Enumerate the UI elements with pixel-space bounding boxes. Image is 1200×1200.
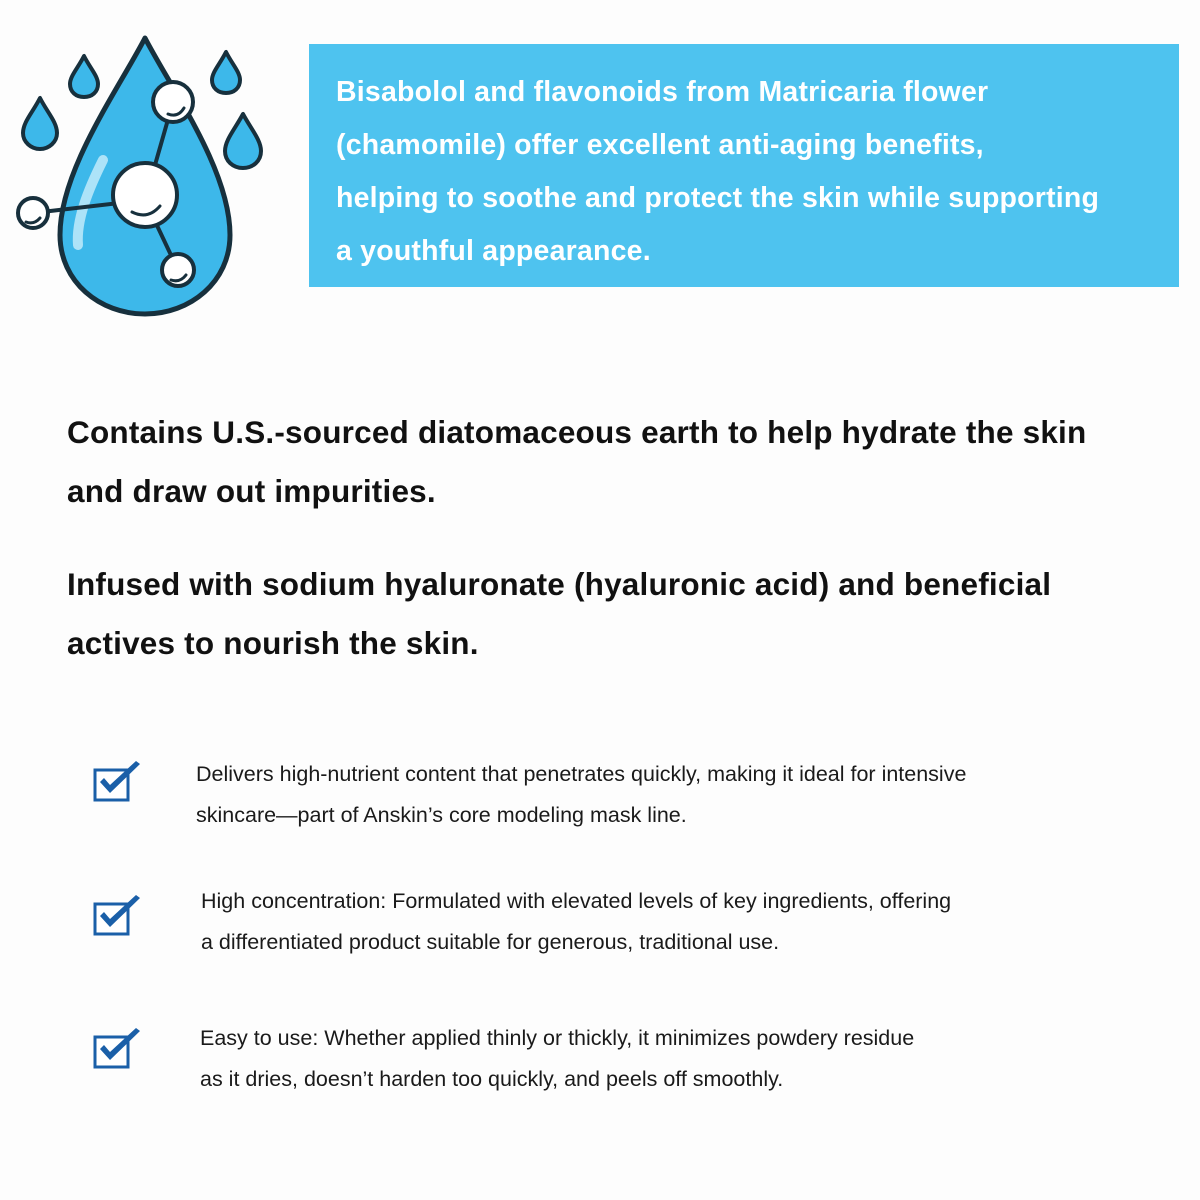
feature-concentration-text: High concentration: Formulated with elevated levels of key ingredients, offering a differentiated product suitable for generous, traditional use. xyxy=(201,889,952,954)
ingredient-banner xyxy=(309,44,1179,287)
feature-nutrient-text: Delivers high-nutrient content that penetrates quickly, making it ideal for intensive skincare—part of Anskin’s core modeling mask line. xyxy=(196,762,967,827)
water-drop-molecule-icon xyxy=(8,30,278,320)
banner-text: Bisabolol and flavonoids from Matricaria flower (chamomile) offer excellent anti-aging benefits, helping to soothe and protect the skin while supporting a youthful appearance. xyxy=(336,76,1100,267)
checkbox-checked-icon xyxy=(92,1027,144,1071)
feature-easy-use-text: Easy to use: Whether applied thinly or thickly, it minimizes powdery residue as it dries, doesn’t harden too quickly, and peels off smoothly. xyxy=(200,1026,915,1091)
checkbox-checked-icon xyxy=(92,894,144,938)
headline-diatomaceous-earth: Contains U.S.-sourced diatomaceous earth to help hydrate the skin and draw out impurities. xyxy=(67,414,1087,509)
headline-hyaluronate: Infused with sodium hyaluronate (hyaluronic acid) and beneficial actives to nourish the skin. xyxy=(67,566,1052,661)
checkbox-checked-icon xyxy=(92,760,144,804)
